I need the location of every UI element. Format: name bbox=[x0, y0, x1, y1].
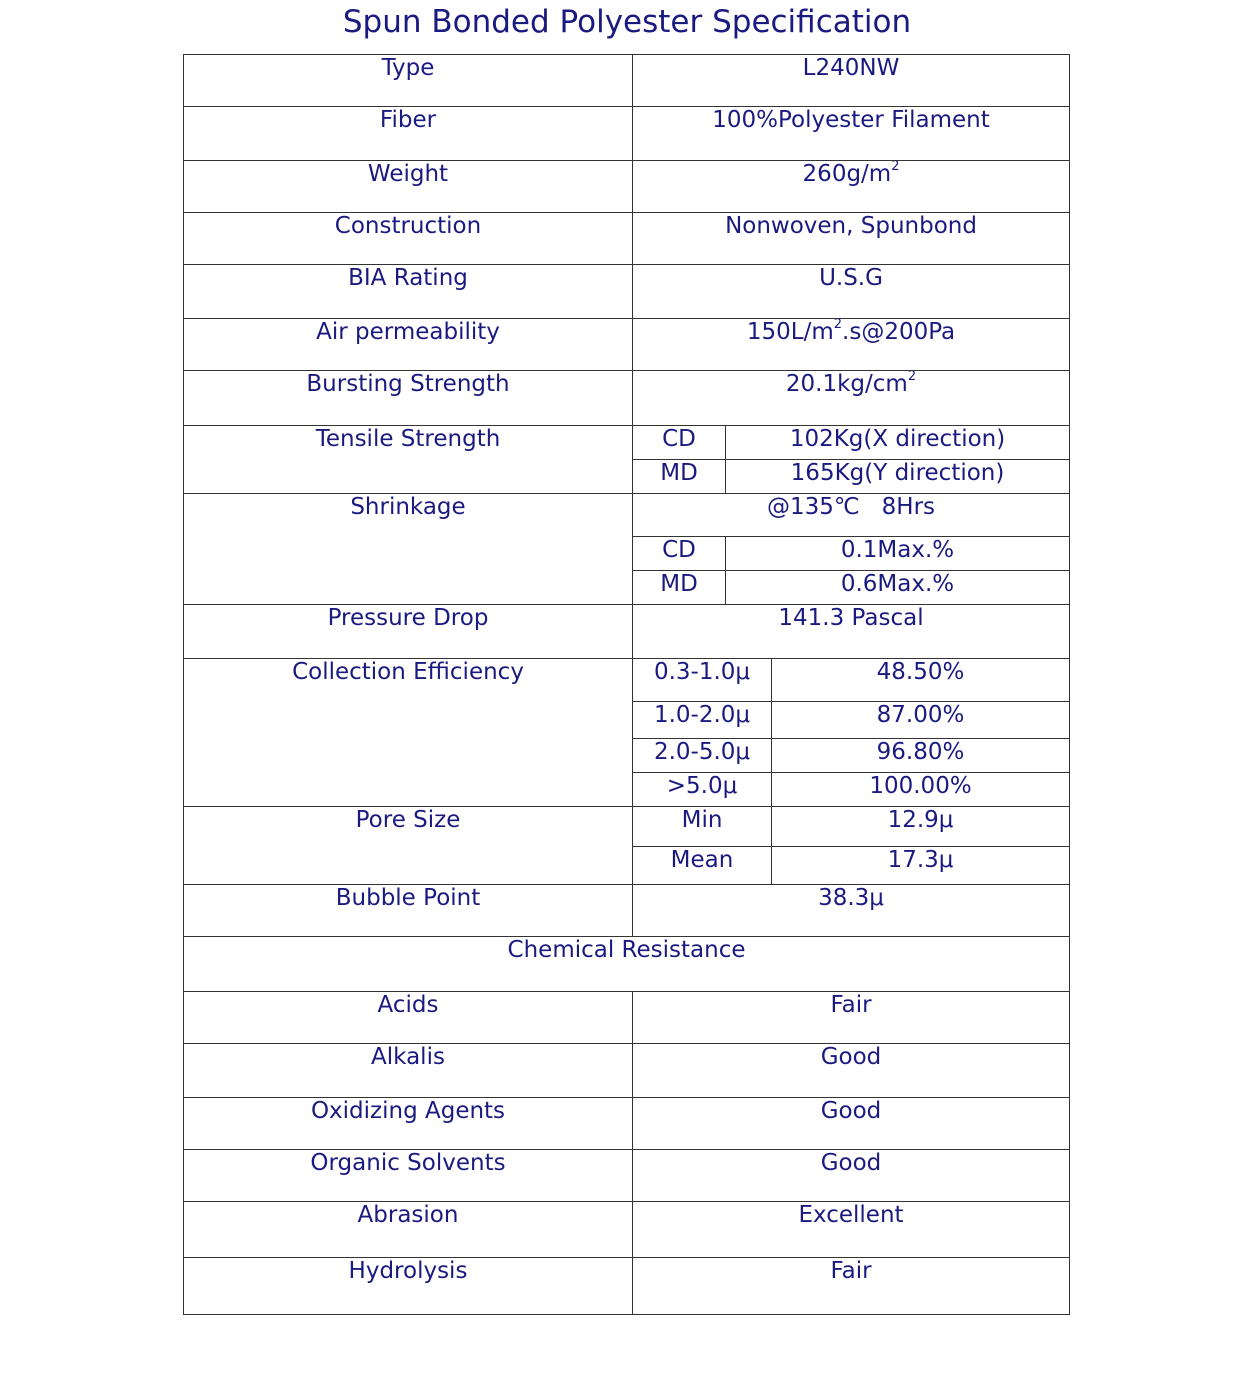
weight-value: 260g/m bbox=[802, 161, 892, 187]
spec-label: BIA Rating bbox=[184, 265, 633, 319]
spec-label: Fiber bbox=[184, 107, 633, 161]
spec-label: Tensile Strength bbox=[184, 426, 633, 494]
table-row bbox=[184, 371, 1070, 426]
air-value-post: .s@200Pa bbox=[842, 319, 956, 345]
table-row bbox=[184, 1044, 1070, 1098]
chemical-value: Fair bbox=[633, 992, 1070, 1044]
table-row bbox=[184, 605, 1070, 659]
spec-value: Nonwoven, Spunbond bbox=[633, 213, 1070, 265]
table-row bbox=[184, 937, 1070, 992]
spec-label: Pore Size bbox=[184, 807, 633, 885]
table-row bbox=[184, 265, 1070, 319]
superscript: 2 bbox=[907, 370, 917, 384]
page-title: Spun Bonded Polyester Specification bbox=[342, 4, 912, 40]
table-row bbox=[184, 1098, 1070, 1150]
sub-value: 0.1Max.% bbox=[726, 537, 1070, 571]
spec-label: Bursting Strength bbox=[184, 371, 633, 426]
chemical-value: Good bbox=[633, 1098, 1070, 1150]
superscript: 2 bbox=[833, 318, 843, 332]
spec-table bbox=[183, 54, 1070, 1315]
sub-value: 102Kg(X direction) bbox=[726, 426, 1070, 460]
sub-value: 0.6Max.% bbox=[726, 571, 1070, 605]
spec-value: 100%Polyester Filament bbox=[633, 107, 1070, 161]
bursting-value: 20.1kg/cm bbox=[785, 371, 908, 397]
sub-label: MD bbox=[633, 460, 726, 494]
spec-value bbox=[633, 319, 1070, 371]
superscript: 2 bbox=[891, 160, 900, 174]
sub-value: 12.9μ bbox=[772, 807, 1070, 847]
band-value: 96.80% bbox=[772, 739, 1070, 773]
band-range: 1.0-2.0μ bbox=[633, 702, 772, 739]
chemical-value: Fair bbox=[633, 1258, 1070, 1315]
spec-value bbox=[633, 161, 1070, 213]
chemical-value: Good bbox=[633, 1044, 1070, 1098]
table-row bbox=[184, 494, 1070, 537]
table-row bbox=[184, 161, 1070, 213]
table-row bbox=[184, 55, 1070, 107]
table-row bbox=[184, 319, 1070, 371]
band-range: 2.0-5.0μ bbox=[633, 739, 772, 773]
spec-label: Collection Efficiency bbox=[184, 659, 633, 807]
band-range: >5.0μ bbox=[633, 773, 772, 807]
spec-label: Weight bbox=[184, 161, 633, 213]
chemical-label: Alkalis bbox=[184, 1044, 633, 1098]
table-row bbox=[184, 807, 1070, 847]
sub-label: Mean bbox=[633, 847, 772, 885]
spec-value: L240NW bbox=[633, 55, 1070, 107]
sub-value: 165Kg(Y direction) bbox=[726, 460, 1070, 494]
table-row bbox=[184, 992, 1070, 1044]
table-row bbox=[184, 426, 1070, 460]
air-value-pre: 150L/m bbox=[746, 319, 834, 345]
spec-label: Pressure Drop bbox=[184, 605, 633, 659]
spec-value: 141.3 Pascal bbox=[633, 605, 1070, 659]
shrinkage-condition: @135℃ 8Hrs bbox=[633, 494, 1070, 537]
chemical-value: Good bbox=[633, 1150, 1070, 1202]
band-value: 100.00% bbox=[772, 773, 1070, 807]
spec-value: 38.3μ bbox=[633, 885, 1070, 937]
sub-label: MD bbox=[633, 571, 726, 605]
table-row bbox=[184, 1202, 1070, 1258]
spec-value: U.S.G bbox=[633, 265, 1070, 319]
sub-label: CD bbox=[633, 537, 726, 571]
spec-label: Construction bbox=[184, 213, 633, 265]
table-row bbox=[184, 213, 1070, 265]
spec-value bbox=[633, 371, 1070, 426]
spec-label: Type bbox=[184, 55, 633, 107]
sub-label: Min bbox=[633, 807, 772, 847]
spec-label: Shrinkage bbox=[184, 494, 633, 605]
sub-label: CD bbox=[633, 426, 726, 460]
band-value: 48.50% bbox=[772, 659, 1070, 702]
table-row bbox=[184, 885, 1070, 937]
table-row bbox=[184, 107, 1070, 161]
chemical-label: Organic Solvents bbox=[184, 1150, 633, 1202]
spec-label: Bubble Point bbox=[184, 885, 633, 937]
band-range: 0.3-1.0μ bbox=[633, 659, 772, 702]
spec-label: Air permeability bbox=[184, 319, 633, 371]
chemical-label: Abrasion bbox=[184, 1202, 633, 1258]
band-value: 87.00% bbox=[772, 702, 1070, 739]
chemical-label: Hydrolysis bbox=[184, 1258, 633, 1315]
table-row bbox=[184, 1258, 1070, 1315]
chemical-value: Excellent bbox=[633, 1202, 1070, 1258]
table-row bbox=[184, 659, 1070, 702]
table-row bbox=[184, 1150, 1070, 1202]
chemical-label: Acids bbox=[184, 992, 633, 1044]
sub-value: 17.3μ bbox=[772, 847, 1070, 885]
chemical-resistance-heading: Chemical Resistance bbox=[184, 937, 1070, 992]
chemical-label: Oxidizing Agents bbox=[184, 1098, 633, 1150]
